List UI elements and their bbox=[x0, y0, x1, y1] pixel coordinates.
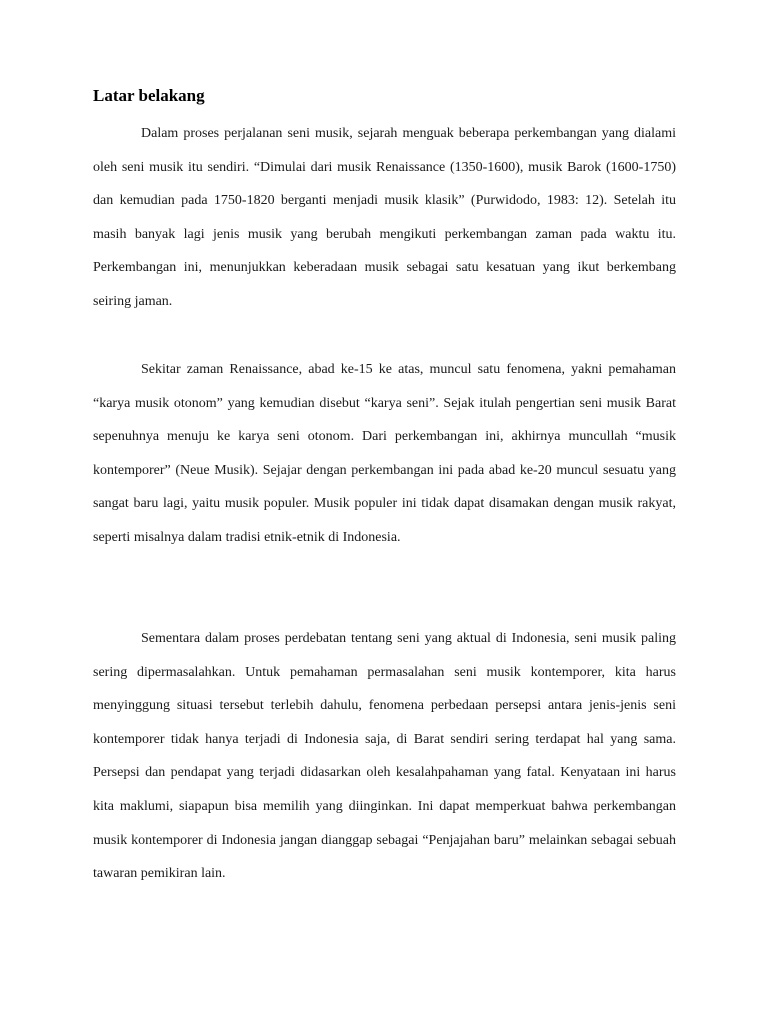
section-heading: Latar belakang bbox=[93, 86, 205, 105]
paragraph-1: Dalam proses perjalanan seni musik, sejarah menguak beberapa perkembangan yang dialami oleh seni musik itu sendiri. “Dimulai dari musik Renaissance (1350-1600), musik Barok (1600-1750) dan kemudian pada 1750-1820 berganti menjadi musik klasik” (Purwidodo, 1983: 12). Setelah itu masih banyak lagi jenis musik yang berubah mengikuti perkembangan zaman pada waktu itu. Perkembangan ini, menunjukkan keberadaan musik sebagai satu kesatuan yang ikut berkembang seiring jaman. bbox=[93, 126, 676, 309]
paragraph-2: Sekitar zaman Renaissance, abad ke-15 ke atas, muncul satu fenomena, yakni pemahaman “karya musik otonom” yang kemudian disebut “karya seni”. Sejak itulah pengertian seni musik Barat sepenuhnya menuju ke karya seni otonom. Dari perkembangan ini, akhirnya muncullah “musik kontemporer” (Neue Musik). Sejajar dengan perkembangan ini pada abad ke-20 muncul sesuatu yang sangat baru lagi, yaitu musik populer. Musik populer ini tidak dapat disamakan dengan musik rakyat, seperti misalnya dalam tradisi etnik-etnik di Indonesia. bbox=[93, 362, 676, 545]
paragraph-3: Sementara dalam proses perdebatan tentang seni yang aktual di Indonesia, seni musik paling sering dipermasalahkan. Untuk pemahaman permasalahan seni musik kontemporer, kita harus menyinggung situasi tersebut terlebih dahulu, fenomena perbedaan persepsi antara jenis-jenis seni kontemporer tidak hanya terjadi di Indonesia saja, di Barat sendiri sering terdapat hal yang sama. Persepsi dan pendapat yang terjadi didasarkan oleh kesalahpahaman yang fatal. Kenyataan ini harus kita maklumi, siapapun bisa memilih yang diinginkan. Ini dapat memperkuat bahwa perkembangan musik kontemporer di Indonesia jangan dianggap sebagai “Penjajahan baru” melainkan sebagai sebuah tawaran pemikiran lain. bbox=[93, 631, 676, 882]
